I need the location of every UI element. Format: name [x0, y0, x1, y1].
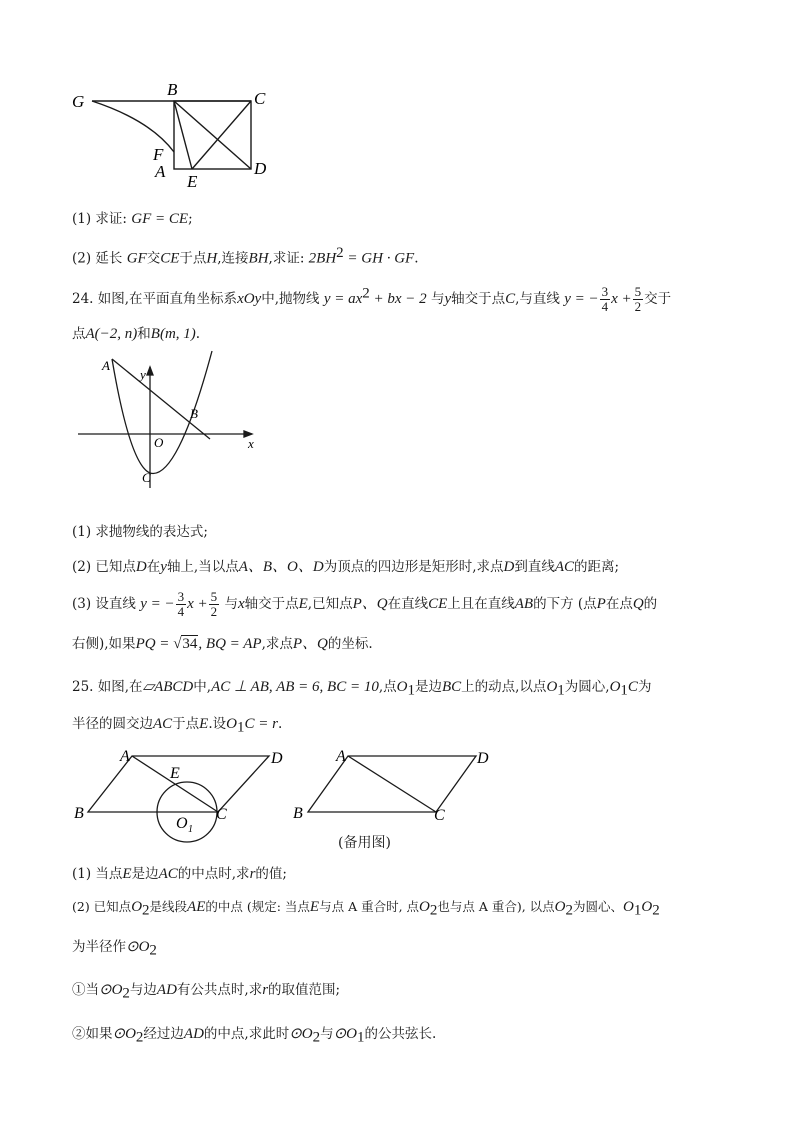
- var: ⊙O: [126, 939, 150, 955]
- text: 与: [224, 596, 238, 612]
- var: B(m, 1): [150, 326, 196, 342]
- text: 的坐标.: [327, 636, 373, 652]
- numerator: 5: [210, 589, 218, 604]
- var: y: [160, 559, 167, 575]
- var: A(−2, n): [85, 326, 138, 342]
- text: 24. 如图,在平面直角坐标系: [72, 291, 238, 307]
- var: CE: [160, 250, 180, 267]
- q25-sub2: ②如果$⊙O_2$经过边AD的中点,求此时$⊙O_2$与$⊙O_1$的公共弦长.: [72, 1026, 437, 1046]
- formula: x +: [611, 291, 632, 307]
- text: .: [195, 326, 201, 342]
- var: ⊙O: [289, 1026, 313, 1042]
- var: r: [249, 866, 256, 882]
- var: O: [419, 899, 430, 915]
- q24-part1: [72, 520, 208, 540]
- text: 于点: [179, 250, 207, 267]
- text: 与点 A 重合时, 点: [319, 899, 420, 914]
- var: GF: [126, 250, 147, 267]
- var: A、B、O、D: [238, 559, 324, 575]
- text: 是边: [131, 866, 159, 882]
- var: O: [609, 679, 621, 695]
- formula: 2BH: [308, 250, 337, 267]
- numerator: 3: [601, 284, 609, 299]
- figure-23: [60, 80, 280, 190]
- label-A: A: [336, 748, 346, 765]
- var: P、Q: [292, 636, 328, 652]
- text: 交: [146, 250, 161, 267]
- text: 为圆心,: [564, 679, 610, 695]
- var: ⊙O: [333, 1026, 358, 1042]
- text: 和: [137, 326, 151, 342]
- var: AE: [187, 899, 206, 915]
- var: x: [237, 596, 245, 612]
- text: 的中点,求此时: [203, 1026, 290, 1042]
- sqrt-value: 34: [182, 636, 198, 652]
- figure-25-spare: [290, 745, 510, 845]
- text: 与边: [129, 982, 157, 998]
- label-D: D: [477, 750, 489, 767]
- var: O: [641, 899, 653, 915]
- text: .: [277, 716, 283, 732]
- fraction: [600, 285, 611, 314]
- var: ⊙O: [99, 982, 123, 998]
- q25-stem-line2: 半径的圆交边AC于点E.设$O_1C = r$.: [72, 716, 283, 736]
- text: 为顶点的四边形是矩形时,求点: [323, 559, 504, 575]
- text: ,连接: [217, 250, 249, 267]
- var: y: [444, 291, 452, 307]
- text: 的取值范围;: [268, 982, 341, 998]
- text: (2) 延长: [72, 250, 123, 267]
- var: CE: [428, 596, 448, 612]
- var: AB: [514, 596, 534, 612]
- formula: GF = CE: [131, 211, 189, 227]
- q25-part1: [72, 862, 287, 883]
- denominator: 2: [210, 604, 218, 619]
- formula: y = ax: [323, 291, 363, 307]
- text: 的中点 (规定: 当点: [205, 899, 310, 914]
- formula: PQ =: [135, 636, 174, 652]
- label-A: A: [120, 748, 130, 765]
- var: E: [298, 596, 308, 612]
- var: Q: [632, 596, 644, 612]
- text: 也与点 A 重合), 以点: [437, 899, 555, 914]
- label-G: G: [72, 92, 85, 111]
- text: 在直线: [387, 596, 429, 612]
- text: 半径的圆交边: [72, 716, 153, 732]
- q25-part2-cont: 为半径作$⊙O_2$: [72, 939, 157, 959]
- text: 上的动点,以点: [461, 679, 547, 695]
- text: ,已知点: [307, 596, 353, 612]
- var: O: [396, 679, 408, 695]
- text: 轴交于点: [244, 596, 299, 612]
- q24-part3-cont: 右侧),如果PQ = √34, BQ = AP,求点P、Q的坐标.: [72, 636, 373, 652]
- var: ▱ABCD: [142, 679, 194, 695]
- formula: C = r: [244, 716, 278, 732]
- label-y: y: [140, 367, 146, 382]
- text: 是线段: [149, 899, 188, 914]
- text: 轴交于点: [451, 291, 506, 307]
- var: P、Q: [352, 596, 388, 612]
- var: O: [554, 899, 566, 915]
- var: AC: [554, 559, 575, 575]
- q25-stem-line1: 25. 如图,在▱ABCD中,AC ⊥ AB, AB = 6, BC = 10,点$O_1$是边BC上的动点,以点$O_1$为圆心$,O_1C$为: [72, 679, 652, 699]
- var: ⊙O: [112, 1026, 136, 1042]
- label-x: x: [248, 436, 254, 451]
- q24-part2: [72, 555, 619, 576]
- var: O: [226, 716, 237, 732]
- text: 点: [72, 326, 86, 342]
- label-B: B: [293, 805, 303, 822]
- text: ,与直线: [515, 291, 560, 307]
- formula: AC ⊥ AB, AB = 6, BC = 10: [211, 679, 379, 695]
- text: ,点: [378, 679, 397, 695]
- label-F: F: [153, 145, 164, 164]
- fraction: [209, 590, 220, 619]
- label-E: E: [170, 765, 180, 782]
- label-C: C: [254, 89, 266, 108]
- fraction: [176, 590, 187, 619]
- var: C: [505, 291, 516, 307]
- text: 到直线: [514, 559, 555, 575]
- text: (1) 求抛物线的表达式;: [72, 524, 208, 540]
- text: (1) 求证:: [72, 211, 127, 227]
- text: 经过边: [143, 1026, 184, 1042]
- var: AD: [156, 982, 177, 998]
- text: 的中点时,求: [177, 866, 250, 882]
- label-C: C: [434, 807, 445, 824]
- var: D: [503, 559, 515, 575]
- formula: = GH · GF: [343, 250, 415, 267]
- var: BH: [248, 250, 269, 267]
- numerator: 3: [177, 589, 185, 604]
- label-D: D: [254, 159, 267, 178]
- label-B: B: [190, 406, 198, 421]
- label-E: E: [187, 172, 198, 191]
- figure-24: [72, 345, 272, 495]
- text: ;: [188, 211, 193, 227]
- text: (2) 已知点: [72, 559, 136, 575]
- text: 右侧),如果: [72, 636, 136, 652]
- q24-stem-line1: 24. 如图,在平面直角坐标系xOy中,抛物线 $y = ax^2$ + bx − 2 与y轴交于点C,与直线 y = − $\frac{3}{4}$ x + $\frac{5}{2}$ 交于: [72, 284, 672, 314]
- text: 的公共弦长.: [364, 1026, 437, 1042]
- formula: , BQ = AP: [198, 636, 262, 652]
- var: AC: [158, 866, 178, 882]
- spare-figure-caption: (备用图): [338, 835, 391, 851]
- text: (1) 当点: [72, 866, 123, 882]
- var: BC: [441, 679, 462, 695]
- text: 与: [430, 291, 445, 307]
- formula: + bx − 2: [369, 291, 427, 307]
- q24-stem-line2: [72, 322, 200, 343]
- text: (3) 设直线: [72, 596, 136, 612]
- text: 是边: [414, 679, 442, 695]
- text: 在点: [605, 596, 633, 612]
- label-C: C: [142, 470, 151, 485]
- var: H: [206, 250, 218, 267]
- q23-part1: [72, 207, 193, 228]
- text: ,求证:: [268, 250, 305, 267]
- text: ①当: [72, 982, 99, 998]
- q25-part2: (2) 已知点$O_2$是线段AE的中点 (规定: 当点E与点 A 重合时, 点$O_2$也与点 A 重合), 以点$O_2$为圆心、$O_1O_2$: [72, 899, 660, 919]
- var: E: [199, 716, 209, 732]
- q25-sub1: ①当$⊙O_2$与边AD有公共点时,求r的取值范围;: [72, 982, 341, 1002]
- label-O1: O: [176, 815, 188, 832]
- text: 的下方 (点: [533, 596, 597, 612]
- text: 中,抛物线: [261, 291, 320, 307]
- formula: x +: [187, 596, 208, 612]
- text: 在: [146, 559, 161, 575]
- q23-part2: (2) 延长 GF交CE于点H,连接BH,求证: $2BH^2$ = GH · GF.: [72, 245, 419, 267]
- var: O: [546, 679, 558, 695]
- var: O: [623, 899, 634, 915]
- figure-25: [70, 745, 290, 845]
- text: .设: [208, 716, 227, 732]
- label-O1-sub: 1: [188, 824, 193, 835]
- label-D: D: [271, 750, 283, 767]
- denominator: 2: [634, 299, 642, 314]
- text: 为: [637, 679, 652, 695]
- denominator: 4: [601, 299, 609, 314]
- text: 交于: [644, 291, 672, 307]
- label-C: C: [216, 806, 227, 823]
- text: .: [414, 250, 419, 267]
- label-O: O: [154, 435, 164, 450]
- text: 为圆心、: [573, 899, 624, 914]
- var: C: [627, 679, 638, 695]
- text: 的值;: [255, 866, 287, 882]
- label-B: B: [74, 805, 84, 822]
- label-A: A: [155, 162, 166, 181]
- text: 的距离;: [574, 559, 620, 575]
- text: 有公共点时,求: [176, 982, 263, 998]
- var: E: [309, 899, 320, 915]
- var: P: [596, 596, 606, 612]
- text: (2) 已知点: [72, 899, 132, 914]
- var: r: [262, 982, 269, 998]
- text: 轴上,当以点: [166, 559, 239, 575]
- var: AC: [153, 716, 173, 732]
- label-B: B: [167, 80, 178, 99]
- formula: y = −: [564, 291, 599, 307]
- var: D: [135, 559, 147, 575]
- var: E: [122, 866, 132, 882]
- fraction: [633, 285, 644, 314]
- denominator: 4: [177, 604, 185, 619]
- q24-part3: [72, 590, 657, 619]
- text: 25. 如图,在: [72, 679, 143, 695]
- text: 的: [643, 596, 658, 612]
- var: O: [131, 899, 143, 915]
- text: ②如果: [72, 1026, 113, 1042]
- text: ,求点: [261, 636, 293, 652]
- text: 中,: [193, 679, 212, 695]
- text: 上且在直线: [447, 596, 515, 612]
- var: AD: [183, 1026, 204, 1042]
- text: 与: [320, 1026, 334, 1042]
- label-A: A: [102, 358, 110, 373]
- formula: y = −: [140, 596, 175, 612]
- var: xOy: [237, 291, 262, 307]
- numerator: 5: [634, 284, 642, 299]
- text: 于点: [172, 716, 200, 732]
- text: 为半径作: [72, 939, 126, 955]
